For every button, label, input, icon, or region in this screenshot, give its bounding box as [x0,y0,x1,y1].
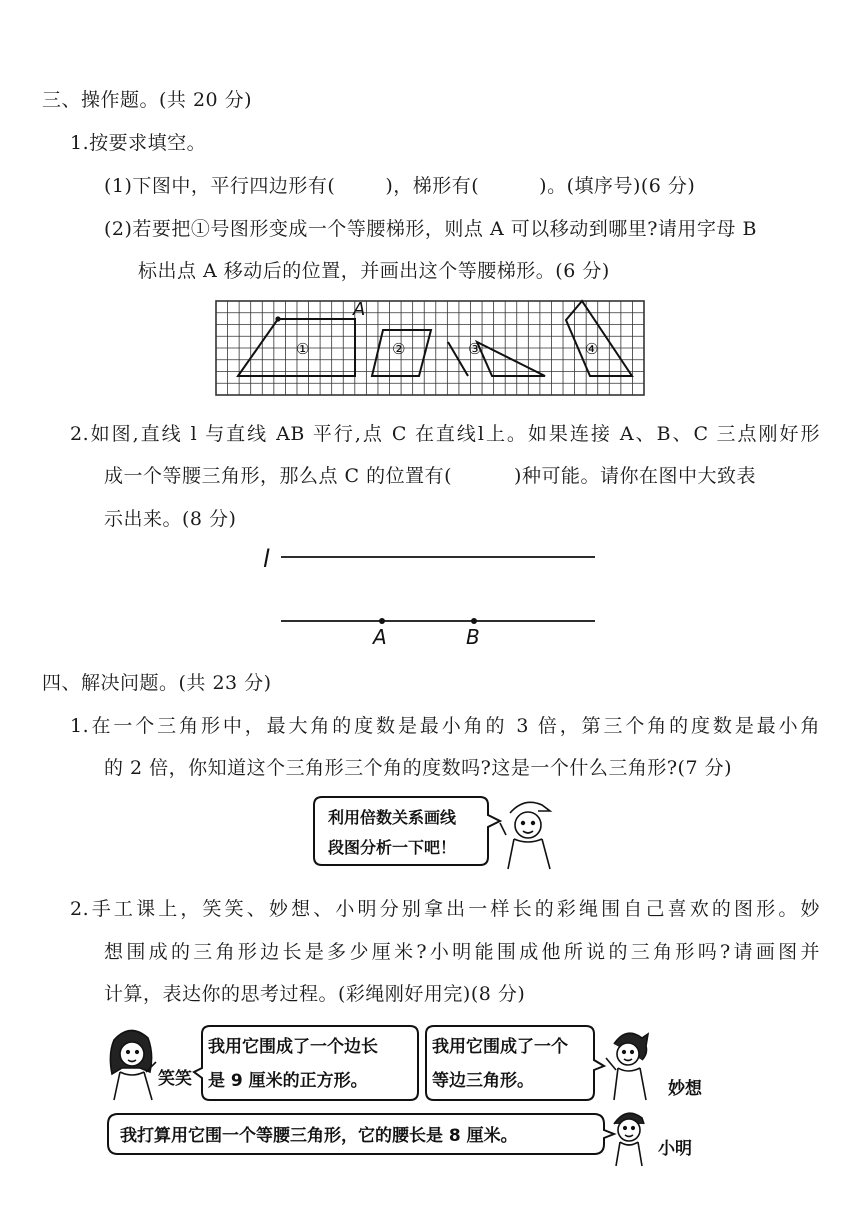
q1-part2-line1: (2)若要把①号图形变成一个等腰梯形，则点 A 可以移动到哪里?请用字母 B [104,218,757,240]
q1-part1 [104,171,695,198]
section4-heading: 四、解决问题。(共 23 分) [42,672,272,694]
point-a-label: A [353,299,366,320]
q2-line2 [104,461,756,488]
miaoxiang-name: 妙想 [668,1079,702,1099]
q2-line2-text-a: 成一个等腰三角形，那么点 C 的位置有( [104,465,453,487]
shape-4-quadrilateral [566,301,632,376]
s4-q1-line1: 1.在一个三角形中，最大角的度数是最小角的 3 倍，第三个角的度数是最小角 [70,715,820,737]
xiaoming-boy-icon [614,1113,644,1166]
shape-2-label: ② [392,340,406,358]
parallel-lines-figure[interactable] [255,540,605,650]
point-b-text: B [466,625,480,649]
q1-part1-text-b: )，梯形有( [385,175,480,197]
point-a-text: A [373,625,387,649]
shape-3-label: ③ [468,340,482,358]
point-a [379,618,385,624]
shape-1-label: ① [296,340,310,358]
xiaoxiao-girl-icon [110,1030,156,1100]
dialogue-illustration [100,1020,740,1170]
miaoxiang-bubble-line1: 我用它围成了一个 [432,1037,568,1057]
q2-line2-text-b: )种可能。请你在图中大致表 [514,465,756,487]
q2-line3: 示出来。(8 分) [104,508,237,530]
grid-figure[interactable] [210,296,650,400]
miaoxiang-girl-icon [606,1033,648,1100]
s4-q1-line2: 的 2 倍，你知道这个三角形三个角的度数吗?这是一个什么三角形?(7 分) [104,757,732,779]
s4-q2-line2: 想围成的三角形边长是多少厘米?小明能围成他所说的三角形吗?请画图并 [104,941,820,963]
point-b [471,618,477,624]
s4-q2-line3: 计算，表达你的思考过程。(彩绳刚好用完)(8 分) [104,983,526,1005]
hint-bubble-line2: 段图分析一下吧！ [328,838,457,857]
shape-3-triangle [477,342,545,376]
q2-line1: 2.如图,直线 l 与直线 AB 平行,点 C 在直线l上。如果连接 A、B、C 三点刚好形 [70,423,820,445]
q1-part1-text-c: )。(填序号)(6 分) [539,175,696,197]
q1-title: 1.按要求填空。 [70,132,207,154]
shape-3-segment [448,342,468,376]
xiaoming-name: 小明 [658,1139,692,1159]
miaoxiang-bubble-line2: 等边三角形。 [432,1071,534,1091]
q1-part2-line2: 标出点 A 移动后的位置，并画出这个等腰梯形。(6 分) [138,260,610,282]
hint-illustration [310,793,570,873]
xiaoxiao-bubble-line2: 是 9 厘米的正方形。 [208,1071,368,1091]
hint-bubble-line1: 利用倍数关系画线 [328,808,457,827]
line-l-label: l [263,545,270,573]
point-a-dot [275,316,280,321]
xiaoxiao-name: 笑笑 [158,1069,192,1089]
boy-with-cap-icon [500,802,550,869]
xiaoxiao-bubble-line1: 我用它围成了一个边长 [208,1037,378,1057]
shape-4-label: ④ [585,340,599,358]
section3-heading: 三、操作题。(共 20 分) [42,89,253,111]
q1-part1-text-a: (1)下图中，平行四边形有( [104,175,336,197]
xiaoming-bubble-text: 我打算用它围一个等腰三角形，它的腰长是 8 厘米。 [120,1126,518,1146]
s4-q2-line1: 2.手工课上，笑笑、妙想、小明分别拿出一样长的彩绳围自己喜欢的图形。妙 [70,898,820,920]
